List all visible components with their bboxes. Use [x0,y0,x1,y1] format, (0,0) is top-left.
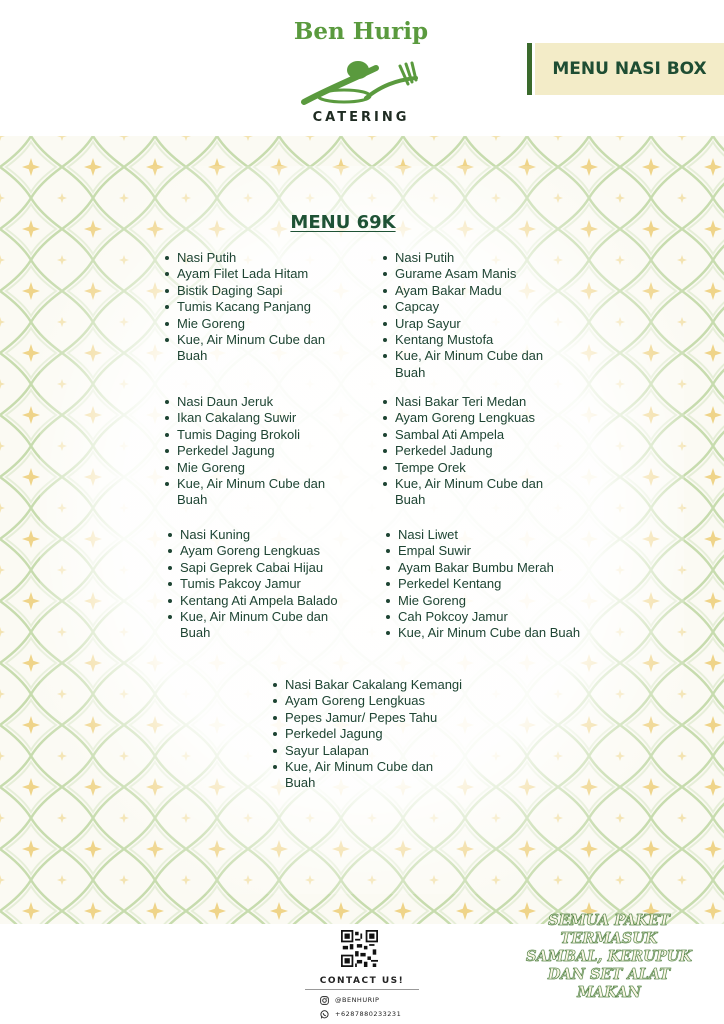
list-item: Kue, Air Minum Cube dan Buah [177,332,357,365]
list-item: Ayam Bakar Bumbu Merah [398,560,583,576]
instagram-contact[interactable] [320,994,379,1006]
list-item: Gurame Asam Manis [395,266,575,282]
list-item: Perkedel Kentang [398,576,583,592]
list-item: Perkedel Jadung [395,443,575,459]
list-item: Kue, Air Minum Cube dan Buah [180,609,355,642]
list-item: Tumis Kacang Panjang [177,299,357,315]
list-item: Nasi Bakar Cakalang Kemangi [285,677,465,693]
whatsapp-contact[interactable] [320,1008,401,1020]
list-item: Mie Goreng [177,460,357,476]
list-item: Ikan Cakalang Suwir [177,410,357,426]
menu-package-5 [166,527,355,642]
menu-package-6 [384,527,583,642]
divider [305,989,419,990]
instagram-handle: @BENHURIP [335,996,380,1004]
list-item: Kue, Air Minum Cube dan Buah [395,476,575,509]
package-note: SEMUA PAKET TERMASUK SAMBAL, KERUPUK DAN SET ALAT MAKAN [525,912,693,1001]
list-item: Perkedel Jagung [285,726,465,742]
brand-subtitle: CATERING [312,110,410,125]
list-item: Tumis Daging Brokoli [177,427,357,443]
list-item: Nasi Daun Jeruk [177,394,357,410]
list-item: Sayur Lalapan [285,743,465,759]
tag-accent-bar [527,43,532,95]
list-item: Mie Goreng [177,316,357,332]
list-item: Capcay [395,299,575,315]
menu-type-tag [527,43,724,95]
list-item: Kentang Mustofa [395,332,575,348]
list-item: Ayam Goreng Lengkuas [285,693,465,709]
whatsapp-number: +6287880233231 [335,1010,402,1018]
qr-code[interactable] [341,930,378,967]
list-item: Bistik Daging Sapi [177,283,357,299]
list-item: Tempe Orek [395,460,575,476]
list-item: Kue, Air Minum Cube dan Buah [398,625,583,641]
batik-pattern-background [0,136,724,924]
list-item: Empal Suwir [398,543,583,559]
menu-title: MENU 69K [290,212,396,233]
menu-package-3 [163,394,357,509]
list-item: Kue, Air Minum Cube dan Buah [177,476,357,509]
list-item: Pepes Jamur/ Pepes Tahu [285,710,465,726]
list-item: Tumis Pakcoy Jamur [180,576,355,592]
list-item: Ayam Filet Lada Hitam [177,266,357,282]
spoon-fork-icon [296,50,426,108]
menu-package-2 [381,250,575,381]
list-item: Kue, Air Minum Cube dan Buah [285,759,465,792]
instagram-icon [320,996,329,1005]
list-item: Mie Goreng [398,593,583,609]
list-item: Kentang Ati Ampela Balado [180,593,355,609]
list-item: Ayam Bakar Madu [395,283,575,299]
list-item: Nasi Putih [177,250,357,266]
list-item: Ayam Goreng Lengkuas [180,543,355,559]
list-item: Nasi Liwet [398,527,583,543]
menu-package-1 [163,250,357,365]
whatsapp-icon [320,1010,329,1019]
list-item: Nasi Kuning [180,527,355,543]
menu-package-4 [381,394,575,509]
list-item: Sambal Ati Ampela [395,427,575,443]
contact-title: CONTACT US! [319,976,405,986]
list-item: Nasi Bakar Teri Medan [395,394,575,410]
tag-label: MENU NASI BOX [552,59,707,79]
list-item: Urap Sayur [395,316,575,332]
list-item: Nasi Putih [395,250,575,266]
list-item: Kue, Air Minum Cube dan Buah [395,348,575,381]
list-item: Sapi Geprek Cabai Hijau [180,560,355,576]
list-item: Perkedel Jagung [177,443,357,459]
list-item: Ayam Goreng Lengkuas [395,410,575,426]
brand-logo [286,10,436,130]
menu-package-7 [271,677,465,792]
brand-name: Ben Hurip [293,18,429,45]
list-item: Cah Pokcoy Jamur [398,609,583,625]
